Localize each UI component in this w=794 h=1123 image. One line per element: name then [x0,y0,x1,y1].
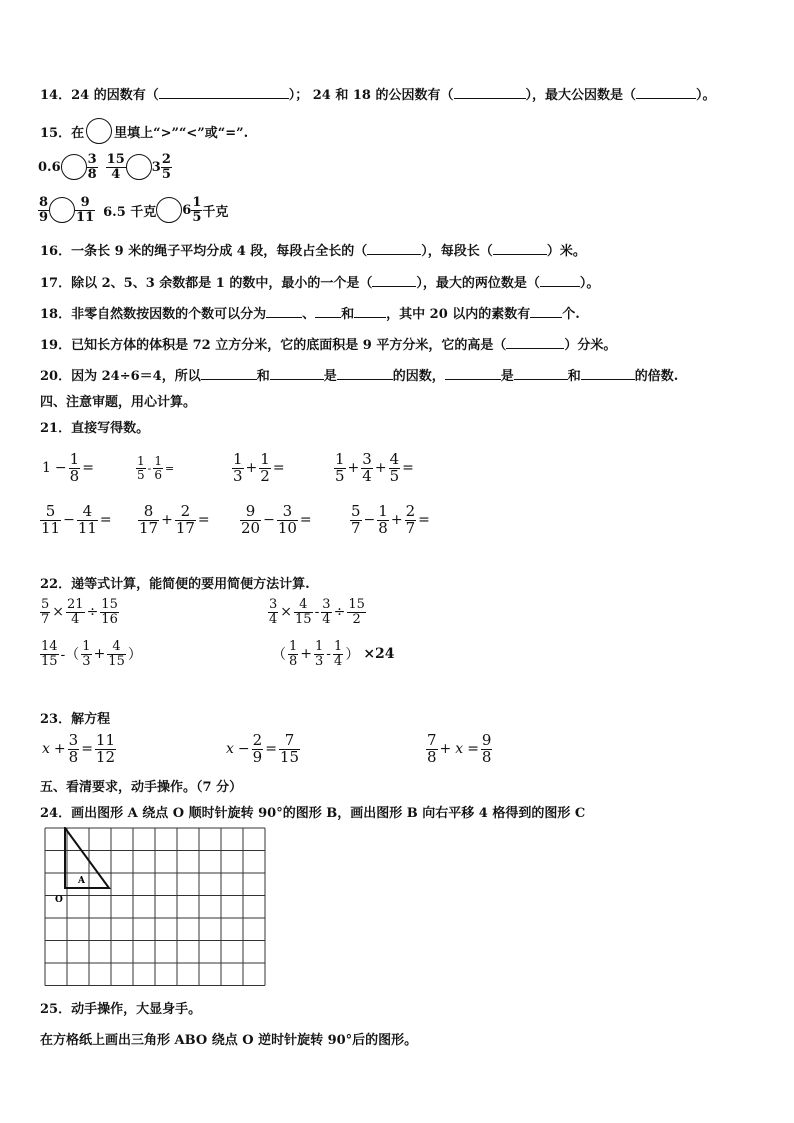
q18-text: ，其中 20 以内的素数有 [386,307,531,322]
answer-blank[interactable] [454,86,526,99]
q18-text: 和 [341,307,355,322]
q14-text: 14．24 的因数有（ [40,88,159,103]
q17-text: ）。 [579,276,600,291]
answer-circle[interactable] [156,197,182,223]
fraction: $\frac{9}{11}$ [76,195,95,225]
mixed-number: 6 $\frac{1}{5}$ [182,195,202,225]
question-23-title: 23．解方程 [40,712,111,727]
q18-text: 18．非零自然数按因数的个数可以分为 [40,307,267,322]
fraction: $\frac{3}{8}$ [87,152,97,182]
answer-blank[interactable] [636,86,696,99]
q22-expr-3: $\frac{14}{15}$ -（ $\frac{1}{3}$ + $\frac{4}{15}$ ） [41,639,142,669]
q14-text: ）。 [696,88,716,103]
question-21-title: 21．直接写得数。 [40,421,150,436]
q21-expr-8: $\frac{5}{7}$ − $\frac{1}{8}$ + $\frac{2}{7}$ = [351,502,430,537]
label-o: O [55,895,63,905]
answer-blank[interactable] [530,305,562,318]
answer-blank[interactable] [493,242,547,255]
q21-expr-2: $\frac{1}{5}$ - $\frac{1}{6}$ = [137,454,175,482]
grid-svg[interactable] [44,827,270,987]
question-24-title: 24．画出图形 A 绕点 O 顺时针旋转 90°的图形 B，画出图形 B 向右平移 4 格得到的图形 C [40,806,586,821]
q16-text: 16．一条长 9 米的绳子平均分成 4 段，每段占全长的（ [40,244,368,259]
question-17 [40,272,599,291]
q15-text: 15．在 [40,125,85,141]
q14-text: ）； 24 和 18 的公因数有（ [288,88,454,103]
q21-expr-5: $\frac{5}{11}$ − $\frac{4}{11}$ = [41,502,112,537]
question-14 [40,84,716,103]
q15-row-2 [38,196,228,224]
answer-blank[interactable] [540,274,580,287]
q19-text: ）分米。 [564,338,617,353]
label-a: A [78,876,85,886]
q23-equation-1: x + $\frac{3}{8}$ = $\frac{11}{12}$ [42,731,116,766]
q18-text: 个. [562,307,580,322]
q15-text: 里填上“>”“<”或“=”. [114,125,249,141]
question-25-text: 在方格纸上画出三角形 ABO 绕点 O 逆时针旋转 90°后的图形。 [40,1033,418,1048]
q20-text: 的倍数. [634,369,679,384]
q21-expr-6: $\frac{8}{17}$ + $\frac{2}{17}$ = [139,502,210,537]
question-22-title: 22．递等式计算，能简便的要用简便方法计算. [40,577,310,592]
answer-blank[interactable] [266,305,302,318]
q20-text: 20．因为 24÷6＝4，所以 [40,369,201,384]
q21-expr-4: $\frac{1}{5}$ + $\frac{3}{4}$ + $\frac{4}{5}$ = [335,450,414,485]
answer-blank[interactable] [270,367,324,380]
q14-text: ），最大公因数是（ [525,88,637,103]
answer-blank[interactable] [337,367,393,380]
q15-row-1 [38,153,172,181]
answer-blank[interactable] [315,305,341,318]
question-16 [40,240,586,259]
q21-expr-1: 1 − $\frac{1}{8}$ = [42,450,94,485]
triangle-a [65,828,109,888]
fraction: $\frac{15}{4}$ [106,152,125,182]
q16-text: ）米。 [546,244,586,259]
answer-blank[interactable] [354,305,386,318]
answer-circle[interactable] [49,197,75,223]
q16-text: ），每段长（ [421,244,493,259]
q15-value: 6.5 千克 [103,204,157,220]
fraction: $\frac{8}{9}$ [39,195,49,225]
section-5-heading: 五、看清要求，动手操作。（7 分） [40,780,243,795]
q17-text: ），最大的两位数是（ [416,276,540,291]
q22-expr-2: $\frac{3}{4}$ × $\frac{4}{15}$ - $\frac{3}{4}$ ÷ $\frac{15}{2}$ [269,597,365,627]
answer-blank[interactable] [159,86,289,99]
q23-equation-3: $\frac{7}{8}$ + x = $\frac{9}{8}$ [427,731,492,766]
question-19 [40,334,616,353]
q23-equation-2: x − $\frac{2}{9}$ = $\frac{7}{15}$ [226,731,300,766]
q20-text: 的因数， [392,369,445,384]
question-15 [40,118,248,144]
q20-text: 是 [323,369,337,384]
q19-text: 19．已知长方体的体积是 72 立方分米，它的底面积是 9 平方分米，它的高是（ [40,338,507,353]
q20-text: 和 [567,369,581,384]
grid-lines [45,828,265,986]
answer-circle [86,118,112,144]
answer-blank[interactable] [445,367,501,380]
mixed-number: 3 $\frac{2}{5}$ [151,152,171,182]
q15-unit: 千克 [202,204,229,220]
answer-blank[interactable] [372,274,416,287]
q21-expr-3: $\frac{1}{3}$ + $\frac{1}{2}$ = [233,450,285,485]
question-25-title: 25．动手操作，大显身手。 [40,1002,202,1017]
q21-expr-7: $\frac{9}{20}$ − $\frac{3}{10}$ = [241,502,312,537]
answer-blank[interactable] [514,367,568,380]
answer-circle[interactable] [61,154,87,180]
q22-expr-4: （ $\frac{1}{8}$ + $\frac{1}{3}$ - $\frac{1}{4}$ ） ×24 [272,639,395,669]
q18-text: 、 [302,307,316,322]
q17-text: 17．除以 2、5、3 余数都是 1 的数中，最小的一个是（ [40,276,373,291]
q20-text: 和 [256,369,270,384]
answer-blank[interactable] [506,336,564,349]
answer-blank[interactable] [581,367,635,380]
q15-value: 0.6 [38,159,61,175]
question-18 [40,303,580,322]
answer-circle[interactable] [126,154,152,180]
answer-blank[interactable] [201,367,257,380]
answer-blank[interactable] [367,242,421,255]
question-20 [40,365,678,384]
section-4-heading: 四、注意审题，用心计算。 [40,395,197,410]
q22-expr-1: $\frac{5}{7}$ × $\frac{21}{4}$ ÷ $\frac{15}{16}$ [41,597,118,627]
square-grid[interactable] [44,827,270,991]
q20-text: 是 [500,369,514,384]
